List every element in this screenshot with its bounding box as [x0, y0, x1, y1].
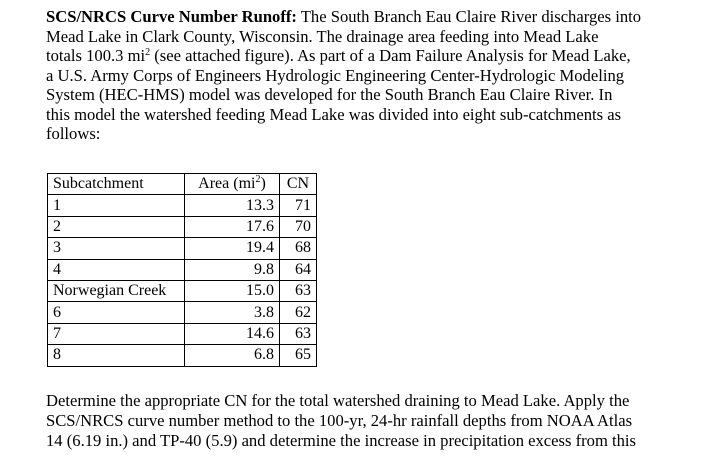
- problem-intro-paragraph: [46, 7, 706, 144]
- cell-subcatchment: 6: [48, 302, 185, 323]
- cell-subcatchment: 4: [48, 259, 185, 280]
- cell-subcatchment: 1: [48, 195, 185, 216]
- intro-line-3: totals 100.3 $mi^2$ (see attached figure). As part of a Dam Failure Analysis for Mead Lake,: [46, 46, 631, 65]
- intro-line-7: follows:: [46, 124, 101, 143]
- cell-cn: 70: [280, 216, 317, 237]
- cell-subcatchment: 3: [48, 238, 185, 259]
- header-area: Area $(mi^2)$: [185, 174, 280, 195]
- cell-area: 15.0: [185, 280, 280, 301]
- subcatchment-table: [47, 173, 317, 367]
- intro-line-4: a U.S. Army Corps of Engineers Hydrologic Engineering Center-Hydrologic Modeling: [46, 65, 625, 85]
- table-row: [48, 323, 317, 344]
- header-subcatchment: Subcatchment: [48, 174, 185, 195]
- table-row: [48, 345, 317, 366]
- table-header-row: [48, 174, 317, 195]
- cell-area: 13.3: [185, 195, 280, 216]
- cell-cn: 64: [280, 259, 317, 280]
- table-row: [48, 216, 317, 237]
- problem-heading: SCS/NRCS Curve Number Runoff:: [46, 7, 297, 26]
- cell-subcatchment: 2: [48, 216, 185, 237]
- table-row: [48, 195, 317, 216]
- cell-cn: 62: [280, 302, 317, 323]
- cell-cn: 65: [280, 345, 317, 366]
- table-row: [48, 259, 317, 280]
- cell-subcatchment: Norwegian Creek: [48, 280, 185, 301]
- superscript-2: 2: [145, 47, 151, 58]
- cell-area: 3.8: [185, 302, 280, 323]
- cell-subcatchment: 8: [48, 345, 185, 366]
- table-row: [48, 302, 317, 323]
- intro-line-1: SCS/NRCS Curve Number Runoff: The South Branch Eau Claire River discharges into: [46, 7, 642, 26]
- intro-line-2: Mead Lake in Clark County, Wisconsin. The drainage area feeding into Mead Lake: [46, 26, 599, 46]
- cell-cn: 63: [280, 323, 317, 344]
- intro-line-5: System (HEC-HMS) model was developed for the South Branch Eau Claire River. In: [46, 85, 613, 104]
- task-line-2: SCS/NRCS curve number method to the 100-yr, 24-hr rainfall depths from NOAA Atlas: [46, 411, 633, 430]
- cell-area: 9.8: [185, 259, 280, 280]
- cell-area: 19.4: [185, 238, 280, 259]
- header-cn: CN: [280, 174, 317, 195]
- problem-task-paragraph: [46, 391, 706, 451]
- task-line-3: 14 (6.19 in.) and TP-40 (5.9) and determine the increase in precipitation excess from this: [46, 431, 636, 450]
- table-row: [48, 280, 317, 301]
- task-line-1: Determine the appropriate CN for the total watershed draining to Mead Lake. Apply the: [46, 391, 630, 410]
- cell-cn: 68: [280, 238, 317, 259]
- cell-area: 6.8: [185, 345, 280, 366]
- cell-area: 14.6: [185, 323, 280, 344]
- table-row: [48, 238, 317, 259]
- cell-cn: 71: [280, 195, 317, 216]
- cell-area: 17.6: [185, 216, 280, 237]
- intro-line-6: this model the watershed feeding Mead Lake was divided into eight sub-catchments as: [46, 104, 622, 124]
- cell-subcatchment: 7: [48, 323, 185, 344]
- cell-cn: 63: [280, 280, 317, 301]
